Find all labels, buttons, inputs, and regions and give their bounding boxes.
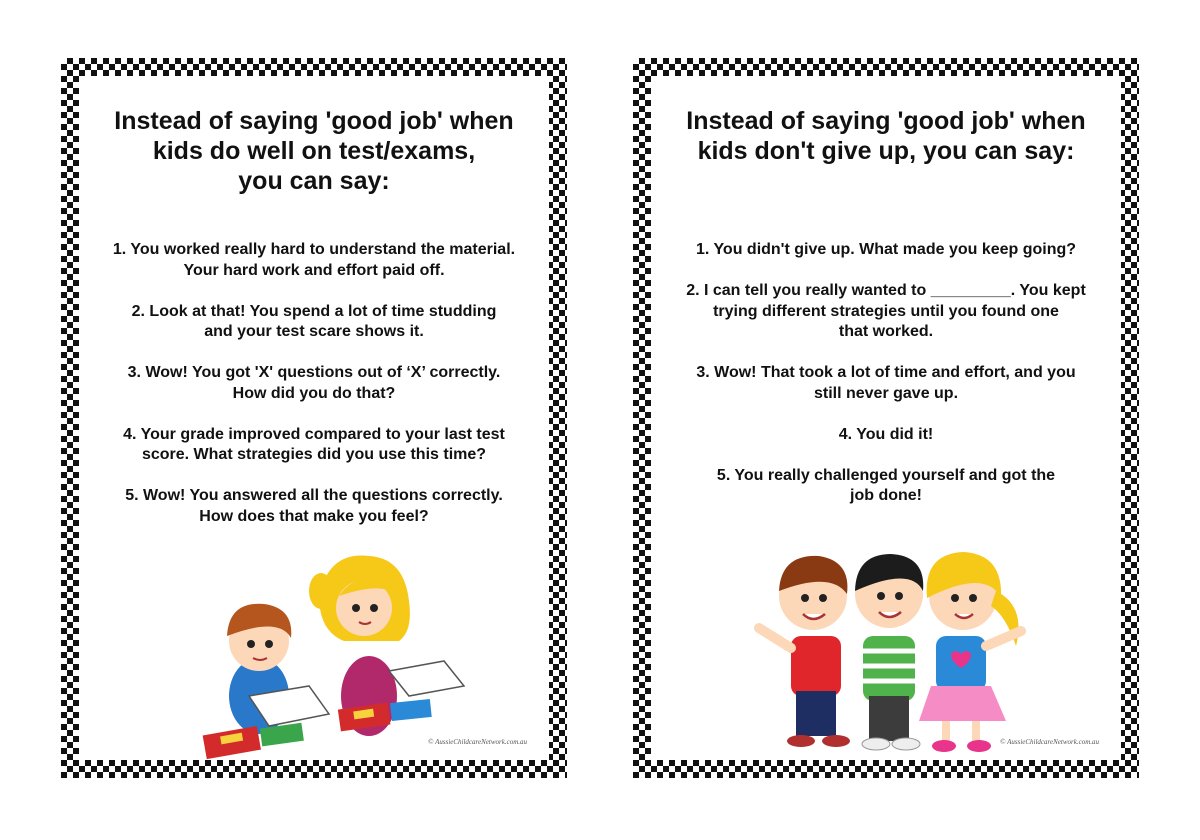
list-item bbox=[79, 425, 549, 466]
list-item bbox=[79, 302, 549, 343]
item-line: 4. Your grade improved compared to your last test bbox=[123, 425, 505, 443]
poster-right bbox=[633, 58, 1139, 778]
item-line: that worked. bbox=[838, 323, 934, 340]
kids-studying-icon bbox=[199, 546, 489, 766]
item-line: How does that make you feel? bbox=[199, 507, 429, 525]
list-item bbox=[651, 466, 1121, 507]
title-line: Instead of saying 'good job' when bbox=[114, 107, 514, 135]
copyright-credit: © AussieChildcareNetwork.com.au bbox=[428, 738, 527, 746]
phrase-list bbox=[79, 240, 549, 548]
poster-content bbox=[651, 76, 1121, 760]
item-line: 2. Look at that! You spend a lot of time studding bbox=[131, 302, 497, 320]
item-line: score. What strategies did you use this time? bbox=[141, 446, 487, 463]
list-item bbox=[79, 240, 549, 281]
list-item bbox=[651, 363, 1121, 404]
three-kids-icon bbox=[751, 536, 1051, 766]
poster-title bbox=[79, 106, 549, 196]
item-line: 3. Wow! You got 'X' questions out of ‘X’ correctly. bbox=[127, 364, 501, 381]
title-line: you can say: bbox=[238, 167, 390, 195]
phrase-list bbox=[651, 240, 1121, 527]
title-line: kids don't give up, you can say: bbox=[697, 137, 1075, 165]
title-line: Instead of saying 'good job' when bbox=[686, 107, 1086, 135]
item-line: job done! bbox=[850, 487, 922, 504]
item-line: How did you do that? bbox=[232, 384, 396, 402]
item-line: 2. I can tell you really wanted to _________. You kept bbox=[686, 282, 1086, 299]
item-line: 1. You didn't give up. What made you keep going? bbox=[695, 241, 1077, 258]
item-line: 1. You worked really hard to understand the material. bbox=[112, 241, 516, 258]
poster-left bbox=[61, 58, 567, 778]
title-line: kids do well on test/exams, bbox=[152, 137, 476, 165]
item-line: Your hard work and effort paid off. bbox=[183, 261, 445, 279]
item-line: trying different strategies until you found one bbox=[713, 302, 1059, 320]
item-line: 4. You did it! bbox=[838, 425, 934, 443]
item-line: 3. Wow! That took a lot of time and effort, and you bbox=[696, 364, 1076, 381]
list-item bbox=[79, 486, 549, 527]
item-line: 5. Wow! You answered all the questions correctly. bbox=[125, 487, 503, 504]
item-line: still never gave up. bbox=[813, 384, 959, 402]
poster-content bbox=[79, 76, 549, 760]
item-line: and your test scare shows it. bbox=[204, 323, 424, 340]
poster-title bbox=[651, 106, 1121, 166]
list-item bbox=[79, 363, 549, 404]
list-item bbox=[651, 240, 1121, 261]
list-item bbox=[651, 425, 1121, 446]
copyright-credit: © AussieChildcareNetwork.com.au bbox=[1000, 738, 1099, 746]
list-item bbox=[651, 281, 1121, 343]
item-line: 5. You really challenged yourself and got the bbox=[716, 466, 1056, 484]
